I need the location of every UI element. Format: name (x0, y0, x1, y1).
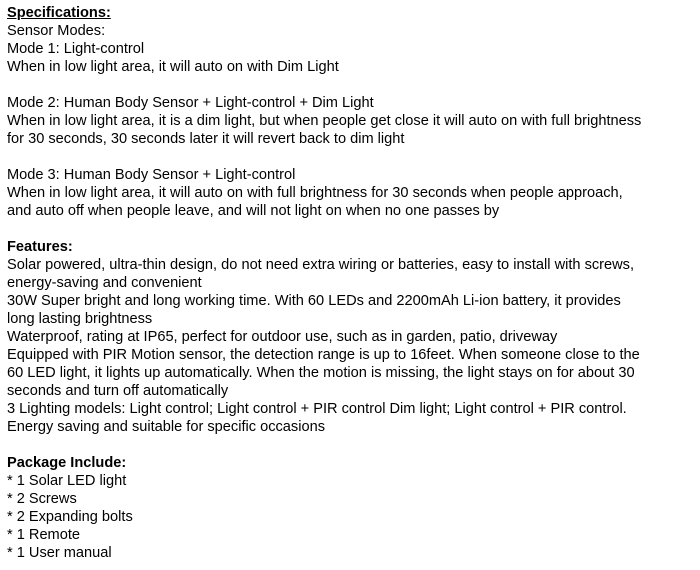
features-heading: Features: (7, 239, 73, 255)
mode-2 (7, 94, 695, 148)
feature-line: energy-saving and convenient (7, 275, 202, 291)
package-item: * 2 Expanding bolts (7, 509, 133, 525)
feature-line: Waterproof, rating at IP65, perfect for outdoor use, such as in garden, patio, driveway (7, 329, 558, 345)
specifications-heading: Specifications: (7, 5, 111, 21)
sensor-modes-label: Sensor Modes: (7, 23, 106, 39)
feature-line: seconds and turn off automatically (7, 383, 229, 399)
mode-title: Mode 1: Light-control (7, 41, 145, 57)
features-section (7, 238, 695, 436)
mode-description-line: When in low light area, it is a dim light, but when people get close it will auto on with full brightness (7, 113, 642, 129)
mode-description-line: When in low light area, it will auto on with Dim Light (7, 59, 339, 75)
package-item: * 1 User manual (7, 545, 112, 561)
feature-line: Energy saving and suitable for specific occasions (7, 419, 325, 435)
mode-description-line: When in low light area, it will auto on with full brightness for 30 seconds when people approach, (7, 185, 623, 201)
package-item: * 1 Remote (7, 527, 81, 543)
feature-line: 60 LED light, it lights up automatically. When the motion is missing, the light stays on for about 30 (7, 365, 635, 381)
paragraph-gap (7, 148, 695, 166)
mode-1 (7, 40, 695, 76)
mode-title: Mode 3: Human Body Sensor + Light-control (7, 167, 296, 183)
product-description (7, 4, 695, 562)
paragraph-gap (7, 220, 695, 238)
mode-description-line: and auto off when people leave, and will not light on when no one passes by (7, 203, 500, 219)
mode-description-line: for 30 seconds, 30 seconds later it will revert back to dim light (7, 131, 405, 147)
mode-title: Mode 2: Human Body Sensor + Light-control + Dim Light (7, 95, 374, 111)
paragraph-gap (7, 436, 695, 454)
mode-3 (7, 166, 695, 220)
feature-line: Equipped with PIR Motion sensor, the detection range is up to 16feet. When someone close to the (7, 347, 640, 363)
package-item: * 1 Solar LED light (7, 473, 127, 489)
feature-line: 30W Super bright and long working time. With 60 LEDs and 2200mAh Li-ion battery, it provides (7, 293, 621, 309)
feature-line: long lasting brightness (7, 311, 153, 327)
feature-line: Solar powered, ultra-thin design, do not need extra wiring or batteries, easy to install with screws, (7, 257, 635, 273)
paragraph-gap (7, 76, 695, 94)
feature-line: 3 Lighting models: Light control; Light control + PIR control Dim light; Light control + PIR control. (7, 401, 627, 417)
package-heading: Package Include: (7, 455, 127, 471)
package-section (7, 454, 695, 562)
package-item: * 2 Screws (7, 491, 77, 507)
